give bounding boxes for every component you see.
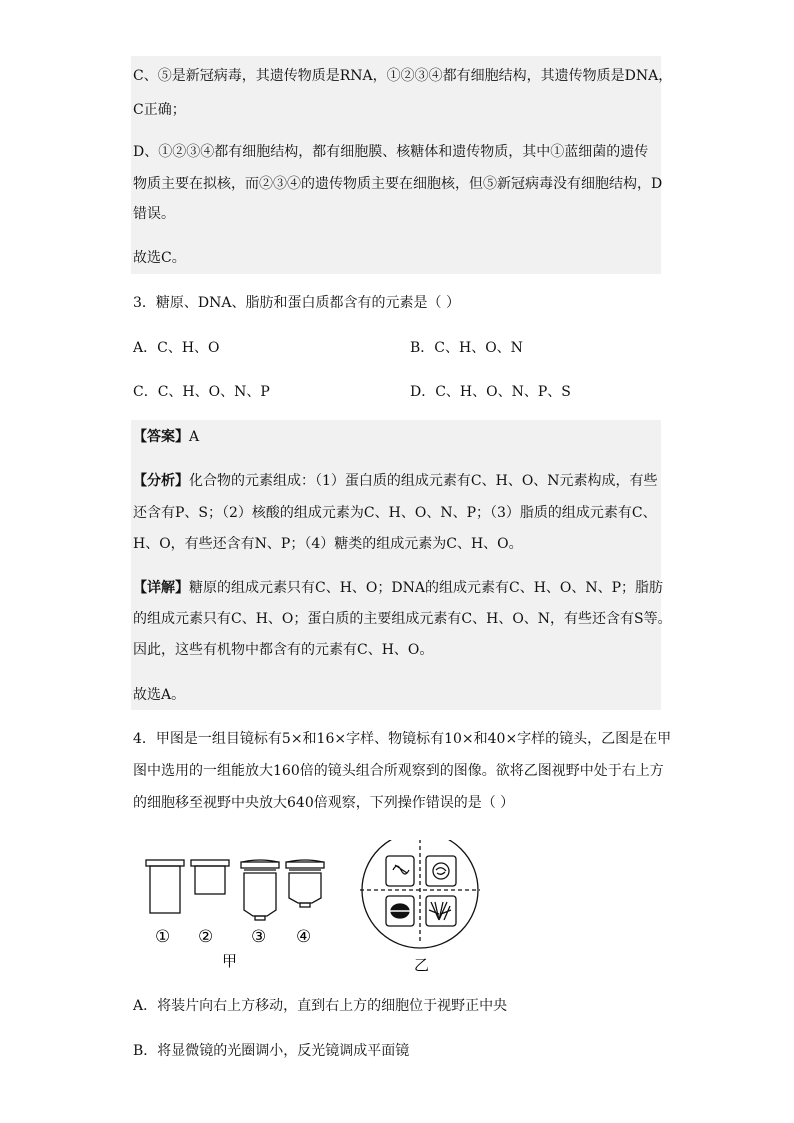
- prev-analysis-c-line-2: C正确；: [133, 102, 186, 118]
- field-of-view-icon: [360, 840, 480, 948]
- objective-long-icon: [241, 860, 279, 920]
- caption-right: 乙: [414, 956, 430, 974]
- q4-stem-line-1: 4．甲图是一组目镜标有5×和16×字样、物镜标有10×和40×字样的镜头，乙图是在甲: [133, 731, 672, 747]
- q4-stem-line-3: 的细胞移至视野中央放大640倍观察，下列操作错误的是（ ）: [133, 795, 515, 811]
- detail-text-1: 糖原的组成元素只有C、H、O；DNA的组成元素有C、H、O、N、P；脂肪: [189, 580, 664, 596]
- q3-option-a: A．C、H、O: [133, 340, 220, 356]
- eyepiece-long-icon: [146, 860, 184, 913]
- objective-short-icon: [286, 860, 324, 907]
- q3-option-b: B．C、H、O、N: [410, 340, 523, 356]
- prev-analysis-d-line-1: D、①②③④都有细胞结构，都有细胞膜、核糖体和遗传物质，其中①蓝细菌的遗传: [133, 144, 649, 160]
- lens-label-2: ②: [198, 927, 214, 947]
- detail-tag: 【详解】: [133, 580, 189, 596]
- answer-value: A: [189, 429, 200, 445]
- q3-answer: [133, 427, 199, 447]
- prev-analysis-conclusion: 故选C。: [133, 250, 186, 266]
- lens-label-1: ①: [155, 927, 171, 947]
- prev-analysis-d-line-3: 错误。: [133, 206, 175, 222]
- prev-analysis-c-line-1: C、⑤是新冠病毒，其遗传物质是RNA，①②③④都有细胞结构，其遗传物质是DNA，: [133, 68, 673, 84]
- q3-detail-line-2: 的组成元素只有C、H、O；蛋白质的主要组成元素有C、H、O、N，有些还含有S等。: [133, 611, 672, 627]
- q3-option-c: C．C、H、O、N、P: [133, 384, 270, 400]
- q3-analysis-line-2: 还含有P、S；（2）核酸的组成元素为C、H、O、N、P；（3）脂质的组成元素有C、: [133, 505, 657, 521]
- q3-solution-block: [131, 420, 664, 710]
- q3-analysis-line-1: [133, 471, 658, 491]
- q4-stem-line-2: 图中选用的一组能放大160倍的镜头组合所观察到的图像。欲将乙图视野中处于右上方: [133, 763, 664, 779]
- caption-left: 甲: [222, 952, 238, 970]
- q3-detail-line-3: 因此，这些有机物中都含有的元素有C、H、O。: [133, 642, 434, 658]
- q3-conclusion: 故选A。: [133, 687, 186, 703]
- analysis-tag: 【分析】: [133, 473, 189, 489]
- eyepiece-short-icon: [191, 860, 229, 894]
- lens-label-3: ③: [251, 927, 267, 947]
- q3-detail-line-1: [133, 578, 663, 598]
- prev-analysis-block: [131, 56, 661, 274]
- q4-option-a: A．将装片向右上方移动，直到右上方的细胞位于视野正中央: [133, 998, 508, 1014]
- analysis-text-1: 化合物的元素组成：（1）蛋白质的组成元素有C、H、O、N元素构成，有些: [189, 473, 658, 489]
- answer-tag: 【答案】: [133, 429, 189, 445]
- prev-analysis-d-line-2: 物质主要在拟核，而②③④的遗传物质主要在细胞核，但⑤新冠病毒没有细胞结构，D: [133, 176, 663, 192]
- q4-option-b: B．将显微镜的光圈调小，反光镜调成平面镜: [133, 1043, 410, 1059]
- q3-option-d: D．C、H、O、N、P、S: [410, 384, 571, 400]
- lens-label-4: ④: [296, 927, 312, 947]
- q3-analysis-line-3: H、O，有些还含有N、P；（4）糖类的组成元素为C、H、O。: [133, 536, 523, 552]
- q3-stem: 3．糖原、DNA、脂肪和蛋白质都含有的元素是（ ）: [133, 295, 460, 311]
- q4-figure: [0, 840, 794, 980]
